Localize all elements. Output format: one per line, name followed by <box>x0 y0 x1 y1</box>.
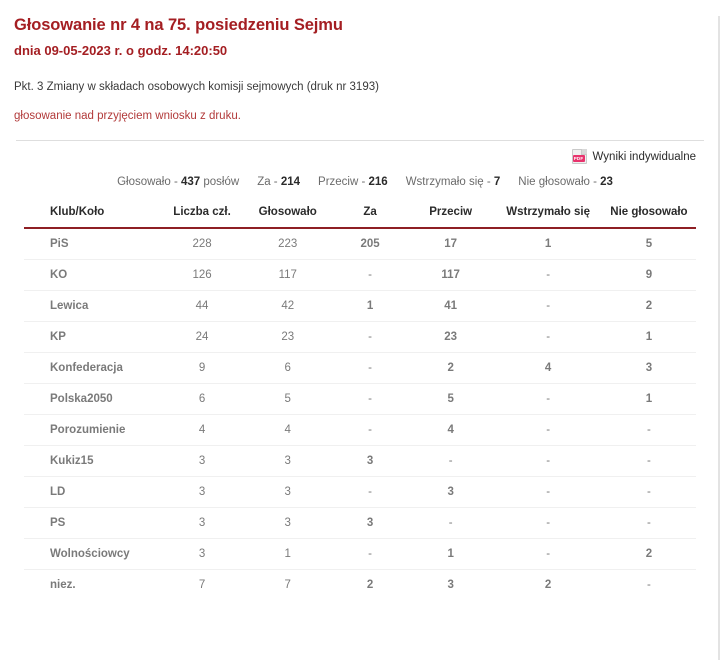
cell-not-voted: - <box>602 477 696 508</box>
table-row <box>24 260 696 291</box>
summary-value-za: 214 <box>280 176 301 189</box>
cell-not-voted: 9 <box>602 260 696 291</box>
summary-label-wstrzymalo: Wstrzymało się - <box>405 176 491 189</box>
summary-item-za <box>257 176 300 188</box>
cell-for: - <box>333 384 407 415</box>
cell-against: 1 <box>407 539 494 570</box>
cell-not-voted: 2 <box>602 539 696 570</box>
cell-club-name: PiS <box>24 228 162 260</box>
column-header-abstained: Wstrzymało się <box>506 206 590 219</box>
table-row <box>24 322 696 353</box>
agenda-point-text: Pkt. 3 Zmiany w składach osobowych komisji sejmowych (druk nr 3193) <box>14 81 379 94</box>
cell-abstained: - <box>494 260 602 291</box>
table-row <box>24 384 696 415</box>
cell-for: 205 <box>333 228 407 260</box>
cell-for: 3 <box>333 446 407 477</box>
section-divider <box>16 140 704 141</box>
cell-for: 2 <box>366 579 374 592</box>
cell-abstained: - <box>494 446 602 477</box>
table-body <box>24 228 696 600</box>
cell-voted: 6 <box>242 353 333 384</box>
table-row <box>24 539 696 570</box>
results-table-container <box>24 206 696 600</box>
cell-voted: 7 <box>284 579 291 592</box>
cell-club-name: KP <box>24 322 162 353</box>
cell-voted: 117 <box>242 260 333 291</box>
cell-against: 41 <box>407 291 494 322</box>
cell-for: - <box>333 353 407 384</box>
table-row <box>24 291 696 322</box>
table-row <box>24 570 696 601</box>
cell-abstained: - <box>494 477 602 508</box>
cell-voted: 3 <box>242 508 333 539</box>
cell-abstained: 2 <box>544 579 552 592</box>
summary-label-nie-glosowalo: Nie głosowało - <box>518 176 597 189</box>
cell-members: 24 <box>162 322 243 353</box>
summary-label-za: Za - <box>257 176 278 189</box>
cell-club-name: niez. <box>50 579 76 592</box>
cell-for: - <box>333 322 407 353</box>
column-header-against: Przeciw <box>429 206 473 219</box>
table-header-row <box>24 206 696 228</box>
cell-not-voted: - <box>602 446 696 477</box>
cell-voted: 5 <box>242 384 333 415</box>
cell-not-voted: 1 <box>602 384 696 415</box>
cell-members: 6 <box>162 384 243 415</box>
cell-against: 3 <box>447 579 454 592</box>
cell-against: 17 <box>407 228 494 260</box>
cell-club-name: Lewica <box>24 291 162 322</box>
individual-results-label: Wyniki indywidualne <box>592 150 696 163</box>
cell-voted: 1 <box>242 539 333 570</box>
cell-not-voted: 5 <box>602 228 696 260</box>
column-header-club: Klub/Koło <box>50 206 105 219</box>
pdf-file-icon <box>572 149 587 164</box>
column-header-voted: Głosowało <box>258 206 317 219</box>
cell-for: - <box>333 415 407 446</box>
cell-abstained: - <box>494 322 602 353</box>
cell-voted: 4 <box>242 415 333 446</box>
cell-voted: 23 <box>242 322 333 353</box>
cell-for: - <box>333 477 407 508</box>
cell-members: 9 <box>162 353 243 384</box>
summary-item-nie-glosowalo <box>518 176 613 188</box>
cell-abstained: - <box>494 508 602 539</box>
table-row <box>24 477 696 508</box>
pdf-link-row <box>14 149 696 164</box>
cell-not-voted: - <box>647 579 651 592</box>
cell-abstained: - <box>494 291 602 322</box>
cell-abstained: 1 <box>494 228 602 260</box>
cell-members: 126 <box>162 260 243 291</box>
cell-abstained: - <box>494 415 602 446</box>
table-row <box>24 446 696 477</box>
cell-not-voted: 1 <box>602 322 696 353</box>
cell-members: 7 <box>198 579 206 592</box>
cell-abstained: 4 <box>494 353 602 384</box>
table-row <box>24 353 696 384</box>
club-results-table <box>24 206 696 600</box>
summary-item-przeciw <box>318 176 388 188</box>
cell-against: 5 <box>407 384 494 415</box>
cell-club-name: Porozumienie <box>24 415 162 446</box>
summary-item-wstrzymalo <box>406 176 501 188</box>
cell-voted: 3 <box>242 446 333 477</box>
cell-against: 2 <box>407 353 494 384</box>
voting-results-page <box>0 16 720 600</box>
table-row <box>24 228 696 260</box>
summary-value-nie-glosowalo: 23 <box>600 176 613 189</box>
cell-voted: 42 <box>242 291 333 322</box>
summary-suffix-glosowalo: posłów <box>203 176 240 189</box>
column-header-members: Liczba czł. <box>173 206 231 219</box>
cell-against: 4 <box>407 415 494 446</box>
cell-members: 44 <box>162 291 243 322</box>
cell-club-name: Wolnościowcy <box>24 539 162 570</box>
summary-value-przeciw: 216 <box>368 176 388 189</box>
cell-club-name: PS <box>24 508 162 539</box>
cell-club-name: Kukiz15 <box>24 446 162 477</box>
cell-club-name: KO <box>24 260 162 291</box>
cell-not-voted: - <box>602 508 696 539</box>
vote-datetime: dnia 09-05-2023 r. o godz. 14:20:50 <box>14 42 228 58</box>
cell-for: - <box>333 260 407 291</box>
column-header-not-voted: Nie głosowało <box>610 206 688 219</box>
pdf-icon-label: PDF <box>573 156 584 162</box>
vote-summary <box>14 176 706 188</box>
table-row <box>24 415 696 446</box>
cell-against: 23 <box>407 322 494 353</box>
individual-results-link[interactable] <box>572 149 696 164</box>
cell-club-name: Polska2050 <box>24 384 162 415</box>
cell-members: 3 <box>162 508 243 539</box>
summary-label-glosowalo: Głosowało - <box>117 176 178 189</box>
cell-for: 3 <box>333 508 407 539</box>
cell-voted: 223 <box>242 228 333 260</box>
vote-subject-text: głosowanie nad przyjęciem wniosku z druku. <box>14 110 241 123</box>
cell-voted: 3 <box>242 477 333 508</box>
cell-against: - <box>407 446 494 477</box>
cell-for: 1 <box>333 291 407 322</box>
summary-item-glosowalo <box>117 176 239 188</box>
cell-members: 3 <box>162 539 243 570</box>
cell-abstained: - <box>494 384 602 415</box>
summary-value-wstrzymalo: 7 <box>493 176 501 189</box>
summary-value-glosowalo: 437 <box>180 176 201 189</box>
cell-abstained: - <box>494 539 602 570</box>
cell-not-voted: - <box>602 415 696 446</box>
cell-club-name: LD <box>24 477 162 508</box>
page-title: Głosowanie nr 4 na 75. posiedzeniu Sejmu <box>14 16 343 34</box>
cell-members: 4 <box>162 415 243 446</box>
cell-for: - <box>333 539 407 570</box>
cell-members: 228 <box>162 228 243 260</box>
table-head <box>24 206 696 228</box>
cell-members: 3 <box>162 477 243 508</box>
cell-against: 117 <box>407 260 494 291</box>
cell-not-voted: 3 <box>602 353 696 384</box>
cell-against: 3 <box>407 477 494 508</box>
column-header-for: Za <box>363 206 377 219</box>
cell-club-name: Konfederacja <box>24 353 162 384</box>
table-row <box>24 508 696 539</box>
cell-not-voted: 2 <box>602 291 696 322</box>
cell-members: 3 <box>162 446 243 477</box>
cell-against: - <box>407 508 494 539</box>
summary-label-przeciw: Przeciw - <box>318 176 366 189</box>
